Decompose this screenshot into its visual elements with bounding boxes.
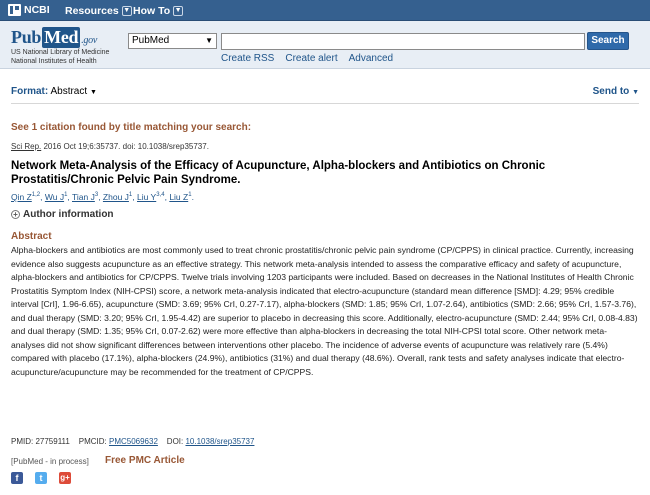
- chevron-down-icon: ▼: [205, 36, 213, 45]
- logo-med-text: Med: [44, 27, 79, 47]
- search-input[interactable]: [221, 33, 585, 50]
- format-value: Abstract: [50, 86, 88, 97]
- logo-gov-text: .gov: [81, 35, 97, 46]
- abstract-text: Alpha-blockers and antibiotics are most commonly used to treat chronic prostatitis/chronic pelvic pain syndrome (CP/CPPS) in clinical practice. Currently, increasing evidence also suggests acupuncture as an effective strategy. This network meta-analysis intended to assess the comparative efficacy and safety of acupuncture, alpha-blockers and antibiotics for CP/CPPS. Twelve trials involving 1203 participants were included. Based on decreases in the National Institutes of Health Chronic Prostatitis Symptom Index (NIH-CPSI) score, a network meta-analysis indicated that electro-acupuncture (standard mean difference [SMD]: 4.29; 95% credible interval [CrI], 1.96-6.65), acupuncture (SMD: 3.69; 95% CrI, 0.27-7.17), alpha-blockers (SMD: 1.85; 95% CrI, 1.07-2.64), antibiotics (SMD: 2.66; 95% CrI, 1.57-3.76), and dual therapy (SMD: 3.20; 95% CrI, 1.95-4.42) are superior to placebo in decreasing this score. Additionally, electro-acupuncture (SMD: 2.44; 95% CrI, 0.08-4.83) and dual therapy (SMD: 1.35; 95% CrI, 0.07-2.62) were more effective than alpha-blockers in decreasing the total NIH-CPSI total score. Other network meta-analyses did not show significant differences between interventions other placebo. The incidence of adverse events of acupuncture was relatively rare (5.4%) compared with placebo (17.1%), alpha-blockers (24.9%), antibiotics (31%) and dual therapy (48.6%). Overall, rank tests and safety analyses indicate that electro-acupuncture/acupuncture may be recommended for the treatment of CP/CPPS.: [11, 245, 638, 377]
- author-link[interactable]: Wu J: [44, 192, 65, 202]
- resources-menu-label: Resources: [65, 5, 119, 17]
- facebook-icon[interactable]: f: [11, 472, 23, 484]
- pmid: PMID: 27759111: [11, 437, 70, 446]
- pubmed-header: [0, 21, 650, 69]
- citation-found-message: See 1 citation found by title matching your search:: [11, 122, 252, 133]
- author-affiliation: 3,4: [156, 192, 165, 199]
- twitter-icon[interactable]: t: [35, 472, 47, 484]
- doi-label: DOI:: [166, 437, 184, 446]
- advanced-search-link[interactable]: Advanced: [348, 53, 394, 64]
- how-to-menu[interactable]: [133, 5, 183, 17]
- plus-icon: +: [11, 210, 20, 219]
- send-to-menu[interactable]: [593, 86, 639, 97]
- abstract-heading: Abstract: [11, 231, 52, 242]
- create-rss-link[interactable]: Create RSS: [221, 53, 275, 64]
- author-link[interactable]: Tian J: [72, 192, 95, 202]
- citation-details: 2016 Oct 19;6:35737. doi: 10.1038/srep35737.: [41, 142, 209, 151]
- format-label: Format:: [11, 86, 49, 97]
- author-list: Qin Z$^{1,2}$, Wu $J^1$, Tian $J^3$, Zhou $J^1$, Liu Y$^{3,4}$, Liu $Z^1$.: [11, 192, 194, 202]
- author-link[interactable]: Liu Y: [137, 192, 157, 202]
- citation-line: [11, 142, 209, 151]
- logo-subtitle-nih: National Institutes of Health: [11, 58, 97, 65]
- format-selector[interactable]: [11, 86, 97, 97]
- author-information-toggle[interactable]: [11, 209, 114, 220]
- share-bar: [11, 472, 71, 484]
- author-link[interactable]: Zhou J: [102, 192, 129, 202]
- database-select[interactable]: [128, 33, 217, 49]
- pmcid-link[interactable]: PMC5069632: [108, 437, 158, 446]
- chevron-down-icon: ▼: [632, 89, 639, 96]
- journal-link[interactable]: Sci Rep.: [11, 142, 42, 151]
- resources-menu[interactable]: [65, 5, 132, 17]
- divider: [11, 103, 639, 104]
- author-affiliation: 1: [188, 192, 192, 199]
- pmcid-label: PMCID:: [78, 437, 107, 446]
- google-plus-icon[interactable]: g+: [60, 473, 70, 482]
- chevron-down-icon: ▼: [174, 7, 182, 14]
- article-title: Network Meta-Analysis of the Efficacy of Acupuncture, Alpha-blockers and Antibiotics on Chronic Prostatitis/Chronic Pelvic Pain Syndrome.: [11, 160, 546, 186]
- chevron-down-icon: ▼: [89, 89, 97, 96]
- ncbi-logo-text: NCBI: [24, 4, 50, 16]
- free-pmc-article-link[interactable]: Free PMC Article: [105, 455, 185, 466]
- chevron-down-icon: ▼: [123, 7, 131, 14]
- search-button[interactable]: Search: [587, 32, 629, 50]
- pubmed-logo[interactable]: [11, 27, 109, 66]
- create-alert-link[interactable]: Create alert: [285, 53, 338, 64]
- logo-pub-text: Pub: [11, 27, 42, 47]
- database-select-value: PubMed: [132, 35, 170, 46]
- author-link[interactable]: Qin Z: [11, 192, 32, 202]
- author-link[interactable]: Liu Z: [169, 192, 189, 202]
- ncbi-logo[interactable]: [8, 4, 50, 16]
- pubmed-status: [PubMed - in process]: [11, 457, 89, 466]
- send-to-label: Send to: [592, 86, 630, 97]
- logo-subtitle-nlm: US National Library of Medicine: [11, 49, 110, 56]
- author-information-label: Author information: [23, 209, 114, 220]
- ncbi-logo-icon: [8, 4, 21, 16]
- how-to-menu-label: How To: [133, 5, 171, 17]
- author-affiliation: 1: [128, 192, 133, 199]
- author-affiliation: 3: [94, 192, 99, 199]
- doi-link[interactable]: 10.1038/srep35737: [185, 437, 255, 446]
- author-affiliation: 1,2: [31, 192, 41, 199]
- author-affiliation: 1: [64, 192, 68, 199]
- ncbi-top-bar: [0, 0, 650, 21]
- article-identifiers: [11, 437, 254, 446]
